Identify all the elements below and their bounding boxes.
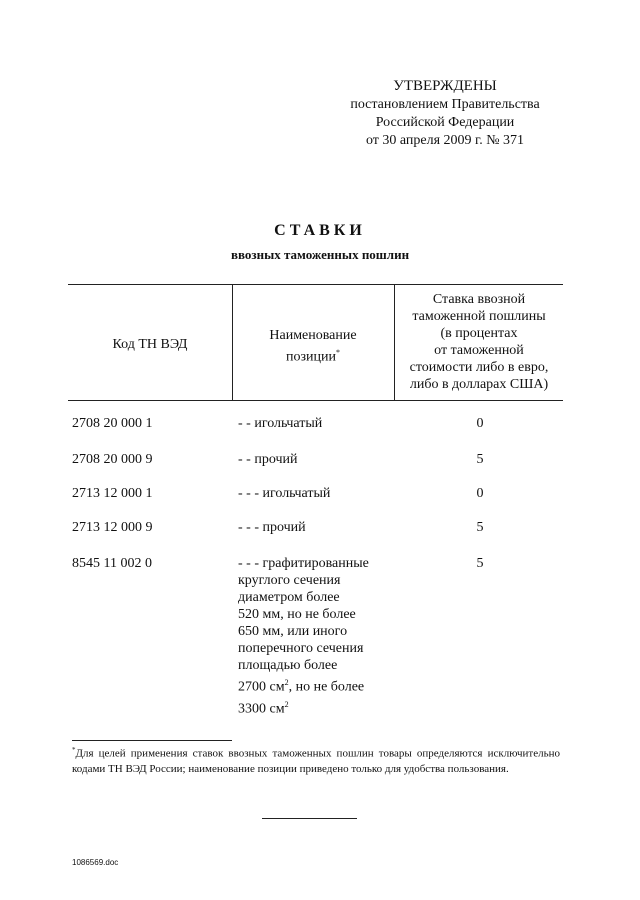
row-3-rate: 0: [476, 486, 484, 501]
header-rate-line: (в процентах: [440, 326, 518, 341]
row-2-code: 2708 20 000 9: [72, 452, 153, 467]
header-name-line: Наименование: [269, 328, 357, 343]
row-4-code: 2713 12 000 9: [72, 520, 153, 535]
row-5-name-line: 2700 $см^2$, но не более: [238, 678, 365, 695]
footnote: [72, 743, 560, 777]
approval-line-3: от 30 апреля 2009 г. № 371: [365, 133, 525, 148]
footnote-marker: *: [72, 746, 76, 754]
row-5-name-line: 3300 $см^2$: [238, 699, 289, 717]
row-4-rate: 5: [476, 520, 484, 535]
row-5-name-line: круглого сечения: [238, 573, 341, 588]
document-subtitle: ввозных таможенных пошлин: [230, 247, 410, 262]
row-5-name-line: 520 мм, но не более: [238, 607, 356, 622]
approval-line-2: Российской Федерации: [375, 115, 515, 130]
footnote-rule: [72, 740, 232, 741]
approval-title: УТВЕРЖДЕНЫ: [393, 78, 497, 94]
header-name-line: позиции*: [286, 348, 340, 365]
row-2-name: - - прочий: [238, 452, 298, 467]
end-rule: [262, 818, 357, 819]
header-rate: [395, 291, 563, 393]
row-5-name-line: 650 мм, или иного: [238, 624, 348, 639]
row-5-name-line: поперечного сечения: [238, 641, 364, 656]
table-top-rule: [68, 284, 563, 285]
header-rate-line: либо в долларах США): [409, 377, 549, 392]
header-rate-line: от таможенной: [434, 343, 524, 358]
row-5-name-line: площадью более: [238, 658, 338, 673]
row-5-name-line: - - - графитированные: [238, 556, 369, 571]
row-4-name: - - - прочий: [238, 520, 306, 535]
header-rate-line: Ставка ввозной: [432, 292, 526, 307]
row-5-name: [238, 555, 388, 717]
approval-line-1: постановлением Правительства: [350, 97, 540, 112]
header-code: Код ТН ВЭД: [112, 337, 188, 352]
document-title: СТАВКИ: [274, 222, 366, 239]
row-1-name: - - игольчатый: [238, 416, 323, 431]
table-header-rule: [68, 400, 563, 401]
row-3-name: - - - игольчатый: [238, 486, 331, 501]
header-name: [233, 327, 393, 366]
header-rate-line: таможенной пошлины: [412, 309, 546, 324]
row-5-name-line: диаметром более: [238, 590, 340, 605]
row-5-code: 8545 11 002 0: [72, 556, 152, 571]
row-5-rate: 5: [476, 556, 484, 571]
row-1-rate: 0: [476, 416, 484, 431]
row-1-code: 2708 20 000 1: [72, 416, 153, 431]
row-2-rate: 5: [476, 452, 484, 467]
header-rate-line: стоимости либо в евро,: [409, 360, 549, 375]
row-3-code: 2713 12 000 1: [72, 486, 153, 501]
file-reference: 1086569.doc: [72, 858, 119, 867]
footnote-text: Для целей применения ставок ввозных таможенных пошлин товары определяются исключительно кодами ТН ВЭД России; наименование позиции приведено только для удобства пользования.: [72, 747, 560, 775]
footnote-marker: *: [336, 348, 340, 357]
